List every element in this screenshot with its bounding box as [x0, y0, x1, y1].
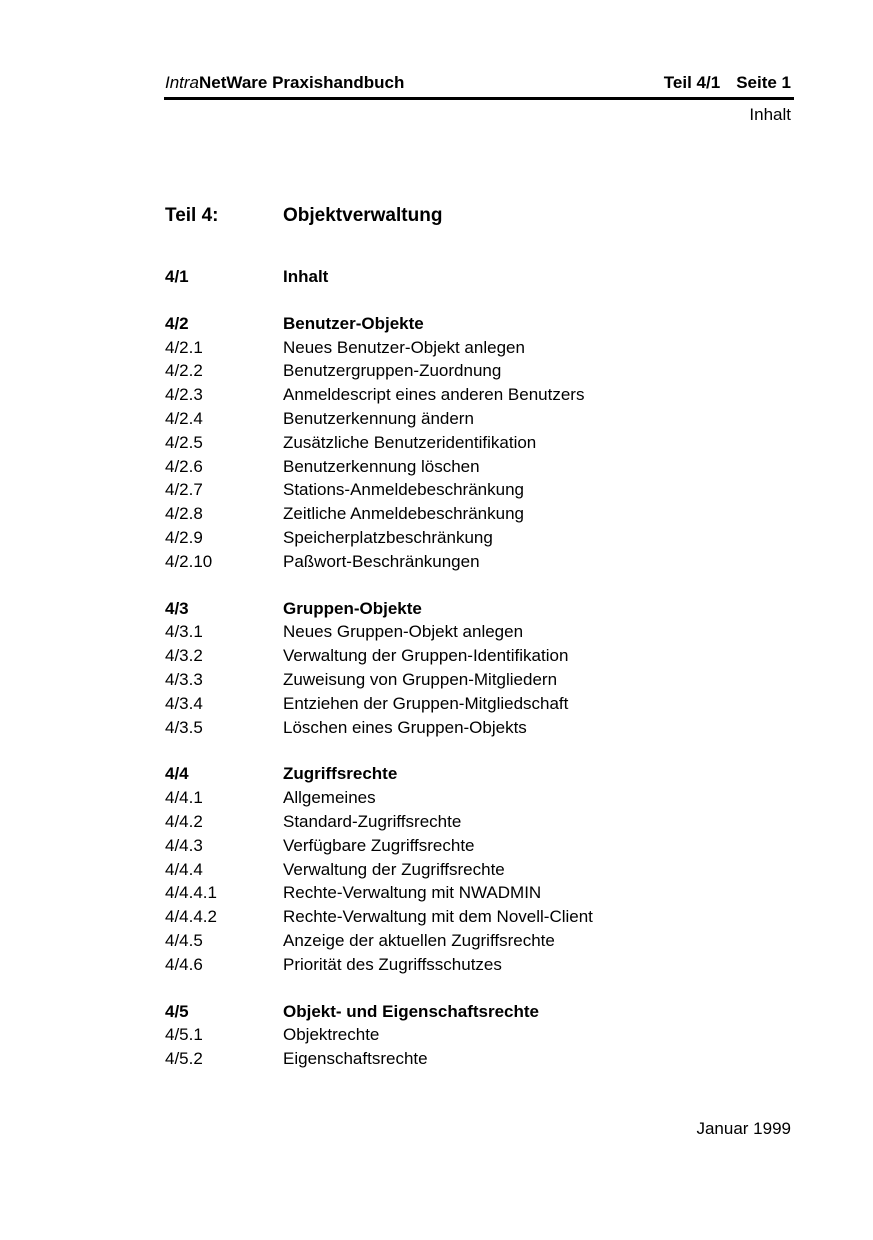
part-title-text: Objektverwaltung [283, 205, 443, 226]
toc-entry-number: 4/3 [165, 598, 189, 618]
toc-entry-number: 4/2.5 [165, 432, 203, 452]
toc-entry-title: Benutzergruppen-Zuordnung [283, 361, 502, 381]
toc-group [165, 312, 785, 574]
toc-entry-row [165, 383, 785, 407]
toc-entry-number: 4/2.8 [165, 504, 203, 524]
toc-entry-number: 4/5.1 [165, 1025, 203, 1045]
toc-entry-title: Rechte-Verwaltung mit NWADMIN [283, 883, 542, 903]
toc-entry-title: Neues Benutzer-Objekt anlegen [283, 337, 525, 357]
toc-entry-row [165, 407, 785, 431]
toc-entry-number: 4/4.5 [165, 930, 203, 950]
toc-entry-number: 4/2.1 [165, 337, 203, 357]
toc-entry-number: 4/2.10 [165, 551, 213, 571]
toc-entry-number: 4/5 [165, 1001, 189, 1021]
toc-entry-row [165, 336, 785, 360]
toc-entry-title: Gruppen-Objekte [283, 598, 422, 618]
toc-entry-title: Paßwort-Beschränkungen [283, 551, 480, 571]
toc-entry-number: 4/4.4 [165, 859, 203, 879]
toc-entry-title: Objektrechte [283, 1025, 380, 1045]
toc-entry-title: Verwaltung der Zugriffsrechte [283, 859, 505, 879]
toc-entry-title: Inhalt [283, 267, 329, 286]
toc-entry-title: Stations-Anmeldebeschränkung [283, 480, 524, 500]
toc-group [165, 265, 785, 289]
page-reference [664, 73, 791, 93]
toc-entry-title: Speicherplatzbeschränkung [283, 527, 493, 547]
toc-entry-row [165, 526, 785, 550]
toc-chapter-row [165, 762, 785, 786]
toc-entry-number: 4/4.3 [165, 835, 203, 855]
toc-entry-row [165, 668, 785, 692]
toc-entry-title: Zusätzliche Benutzeridentifikation [283, 432, 537, 452]
toc-chapter-row [165, 312, 785, 336]
toc-entry-number: 4/2 [165, 313, 189, 333]
toc-entry-number: 4/3.5 [165, 717, 203, 737]
toc-entry-number: 4/4.2 [165, 811, 203, 831]
toc-entry-title: Allgemeines [283, 788, 376, 808]
toc-entry-number: 4/3.3 [165, 669, 203, 689]
table-of-contents [165, 265, 785, 1094]
toc-entry-number: 4/2.3 [165, 385, 203, 405]
toc-entry-title: Löschen eines Gruppen-Objekts [283, 717, 527, 737]
toc-entry-row [165, 644, 785, 668]
toc-entry-row [165, 431, 785, 455]
toc-entry-number: 4/2.2 [165, 361, 203, 381]
toc-chapter-row [165, 1000, 785, 1024]
toc-entry-row [165, 834, 785, 858]
toc-entry-title: Verwaltung der Gruppen-Identifikation [283, 646, 569, 666]
book-title [165, 73, 404, 93]
toc-entry-title: Rechte-Verwaltung mit dem Novell-Client [283, 907, 593, 927]
toc-entry-number: 4/3.4 [165, 693, 203, 713]
toc-entry-row [165, 1047, 785, 1071]
book-title-italic: Intra [165, 73, 200, 92]
toc-entry-row [165, 716, 785, 740]
toc-entry-row [165, 905, 785, 929]
toc-entry-title: Eigenschaftsrechte [283, 1049, 428, 1069]
toc-entry-title: Benutzerkennung löschen [283, 456, 480, 476]
toc-entry-title: Priorität des Zugriffsschutzes [283, 954, 502, 974]
toc-group [165, 597, 785, 740]
toc-entry-title: Zugriffsrechte [283, 764, 398, 784]
toc-entry-title: Objekt- und Eigenschaftsrechte [283, 1001, 539, 1021]
toc-entry-title: Benutzer-Objekte [283, 313, 424, 333]
toc-entry-number: 4/4.4.1 [165, 883, 217, 903]
toc-entry-title: Verfügbare Zugriffsrechte [283, 835, 475, 855]
toc-entry-row [165, 810, 785, 834]
toc-entry-number: 4/2.6 [165, 456, 203, 476]
toc-entry-title: Entziehen der Gruppen-Mitgliedschaft [283, 693, 569, 713]
toc-entry-number: 4/1 [165, 267, 189, 286]
page-header [164, 73, 794, 100]
toc-entry-row [165, 550, 785, 574]
toc-entry-number: 4/3.1 [165, 622, 203, 642]
toc-entry-number: 4/4.6 [165, 954, 203, 974]
toc-entry-number: 4/4.1 [165, 788, 203, 808]
toc-entry-title: Zuweisung von Gruppen-Mitgliedern [283, 669, 558, 689]
toc-entry-title: Zeitliche Anmeldebeschränkung [283, 504, 524, 524]
toc-chapter-row [165, 265, 785, 289]
toc-entry-row [165, 502, 785, 526]
footer-date: Januar 1999 [696, 1119, 791, 1138]
toc-entry-title: Standard-Zugriffsrechte [283, 811, 462, 831]
toc-entry-row [165, 786, 785, 810]
toc-entry-row [165, 359, 785, 383]
part-title-number: Teil 4: [165, 205, 219, 226]
toc-chapter-row [165, 597, 785, 621]
toc-entry-row [165, 620, 785, 644]
page-number: Seite 1 [736, 73, 791, 92]
section-label: Inhalt [749, 105, 791, 124]
toc-entry-title: Benutzerkennung ändern [283, 408, 474, 428]
toc-entry-number: 4/4 [165, 764, 189, 784]
toc-entry-number: 4/2.4 [165, 408, 203, 428]
toc-entry-row [165, 455, 785, 479]
toc-entry-row [165, 692, 785, 716]
part-reference: Teil 4/1 [663, 73, 721, 92]
toc-entry-number: 4/3.2 [165, 646, 203, 666]
toc-group [165, 1000, 785, 1071]
toc-entry-row [165, 478, 785, 502]
toc-entry-row [165, 881, 785, 905]
toc-entry-row [165, 953, 785, 977]
toc-entry-title: Anzeige der aktuellen Zugriffsrechte [283, 930, 555, 950]
toc-entry-number: 4/2.7 [165, 480, 203, 500]
toc-entry-title: Anmeldescript eines anderen Benutzers [283, 385, 585, 405]
book-title-rest: NetWare Praxishandbuch [199, 73, 405, 92]
toc-entry-row [165, 858, 785, 882]
toc-entry-title: Neues Gruppen-Objekt anlegen [283, 622, 524, 642]
toc-entry-number: 4/4.4.2 [165, 907, 217, 927]
toc-entry-row [165, 929, 785, 953]
toc-entry-number: 4/5.2 [165, 1049, 203, 1069]
toc-entry-number: 4/2.9 [165, 527, 203, 547]
toc-entry-row [165, 1023, 785, 1047]
toc-group [165, 762, 785, 976]
